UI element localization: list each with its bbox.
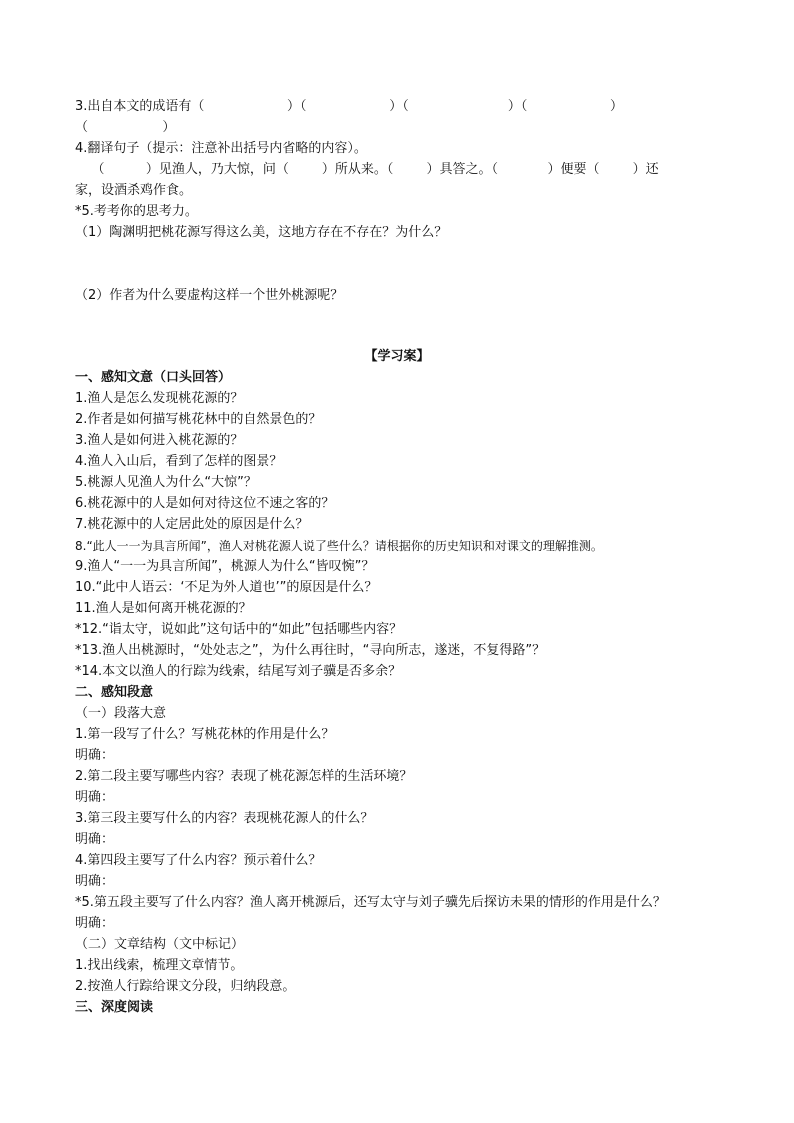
list-item: 6.桃花源中的人是如何对待这位不速之客的？ [75, 496, 335, 511]
list-item: 2.第二段主要写哪些内容？表现了桃花源怎样的生活环境？ [75, 769, 413, 784]
answer-label: 明确： [75, 832, 115, 847]
list-item: 5.桃源人见渔人为什么“大惊”？ [75, 475, 257, 490]
answer-label: 明确： [75, 874, 115, 889]
list-item: 10.“此中人语云：‘不足为外人道也’”的原因是什么？ [75, 580, 378, 595]
list-item: 1.渔人是怎么发现桃花源的？ [75, 391, 244, 406]
list-item: *5.第五段主要写了什么内容？渔人离开桃源后，还写太守与刘子骥先后探访未果的情形的作用是什么？ [75, 895, 666, 910]
answer-label: 明确： [75, 790, 115, 805]
q3-idioms-cont: （ ） [75, 120, 176, 135]
list-item: *12.“诣太守，说如此”这句话中的“如此”包括哪些内容？ [75, 622, 403, 637]
q5-sub2: （2）作者为什么要虚构这样一个世外桃源呢？ [75, 288, 344, 303]
part2-heading: 二、感知段意 [75, 685, 154, 700]
part3-heading: 三、深度阅读 [75, 1000, 154, 1015]
list-item: 4.渔人入山后，看到了怎样的图景？ [75, 454, 283, 469]
q5-sub1: （1）陶渊明把桃花源写得这么美，这地方存在不存在？为什么？ [75, 225, 448, 240]
list-item: 3.渔人是如何进入桃花源的？ [75, 433, 244, 448]
section-heading: 【学习案】 [364, 349, 430, 364]
list-item: *13.渔人出桃源时，“处处志之”，为什么再往时，“寻向所志，遂迷，不复得路”？ [75, 643, 546, 658]
list-item: 11.渔人是如何离开桃花源的？ [75, 601, 252, 616]
list-item: 7.桃花源中的人定居此处的原因是什么？ [75, 517, 309, 532]
list-item: 1.找出线索，梳理文章情节。 [75, 958, 244, 973]
list-item: 1.第一段写了什么？写桃花林的作用是什么？ [75, 727, 335, 742]
subsection-heading: （二）文章结构（文中标记） [75, 937, 245, 952]
list-item: 9.渔人“一一为具言所闻”，桃源人为什么“皆叹惋”？ [75, 559, 375, 574]
part1-heading: 一、感知文意（口头回答） [75, 370, 232, 385]
list-item: 3.第三段主要写什么的内容？表现桃花源人的什么？ [75, 811, 374, 826]
list-item: 4.第四段主要写了什么内容？预示着什么？ [75, 853, 322, 868]
subsection-heading: （一）段落大意 [75, 706, 167, 721]
answer-label: 明确： [75, 748, 115, 763]
list-item: 8.“此人一一为具言所闻”，渔人对桃花源人说了些什么？请根据你的历史知识和对课文的理解推测。 [75, 539, 603, 553]
answer-label: 明确： [75, 916, 115, 931]
list-item: 2.作者是如何描写桃花林中的自然景色的？ [75, 412, 322, 427]
list-item: 2.按渔人行踪给课文分段，归纳段意。 [75, 979, 296, 994]
q4-sentence: （ ）见渔人，乃大惊，问（ ）所从来。（ ）具答之。（ ）便要（ ）还 [75, 162, 659, 177]
list-item: *14.本文以渔人的行踪为线索，结尾写刘子骥是否多余？ [75, 664, 402, 679]
q4-translate-title: 4.翻译句子（提示：注意补出括号内省略的内容）。 [75, 141, 367, 156]
q3-idioms: 3.出自本文的成语有（ ）（ ）（ ）（ ） [75, 99, 624, 114]
q5-title: *5.考考你的思考力。 [75, 204, 198, 219]
q4-sentence-cont: 家，设酒杀鸡作食。 [75, 183, 193, 198]
